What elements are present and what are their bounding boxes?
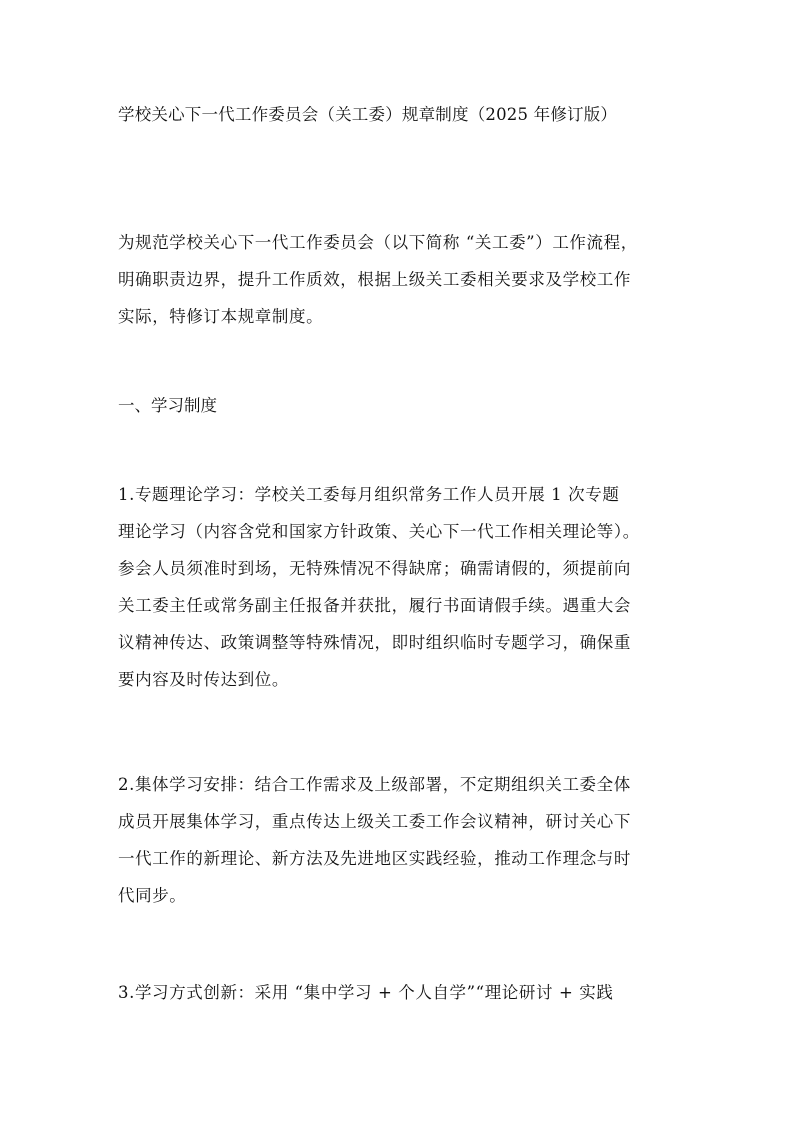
paragraph-line: 3.学习方式创新：采用 “集中学习 + 个人自学”“理论研讨 + 实践 xyxy=(118,983,614,1002)
paragraph-line: 1.专题理论学习：学校关工委每月组织常务工作人员开展 1 次专题 xyxy=(118,485,620,504)
paragraph-line: 2.集体学习安排：结合工作需求及上级部署，不定期组织关工委全体 xyxy=(118,775,631,794)
paragraph-line: 关工委主任或常务副主任报备并获批，履行书面请假手续。遇重大会 xyxy=(118,596,631,615)
section-heading: 一、学习制度 xyxy=(118,396,217,415)
item-1-paragraph xyxy=(118,476,678,698)
item-3-paragraph xyxy=(118,974,678,1011)
paragraph-line: 理论学习（内容含党和国家方针政策、关心下一代工作相关理论等）。 xyxy=(118,522,640,541)
paragraph-line: 议精神传达、政策调整等特殊情况，即时组织临时专题学习，确保重 xyxy=(118,633,631,652)
paragraph-line: 实际，特修订本规章制度。 xyxy=(118,307,324,326)
paragraph-line: 为规范学校关心下一代工作委员会（以下简称 “关工委”）工作流程， xyxy=(118,233,638,252)
intro-paragraph xyxy=(118,224,678,335)
paragraph-line: 一代工作的新理论、新方法及先进地区实践经验，推动工作理念与时 xyxy=(118,849,631,868)
paragraph-line: 代同步。 xyxy=(118,886,187,905)
paragraph-line: 参会人员须准时到场，无特殊情况不得缺席；确需请假的，须提前向 xyxy=(118,559,631,578)
document-title: 学校关心下一代工作委员会（关工委）规章制度（2025 年修订版） xyxy=(118,105,618,124)
paragraph-line: 成员开展集体学习，重点传达上级关工委工作会议精神，研讨关心下 xyxy=(118,812,631,831)
paragraph-line: 明确职责边界，提升工作质效，根据上级关工委相关要求及学校工作 xyxy=(118,270,631,289)
paragraph-line: 要内容及时传达到位。 xyxy=(118,670,289,689)
item-2-paragraph xyxy=(118,766,678,914)
